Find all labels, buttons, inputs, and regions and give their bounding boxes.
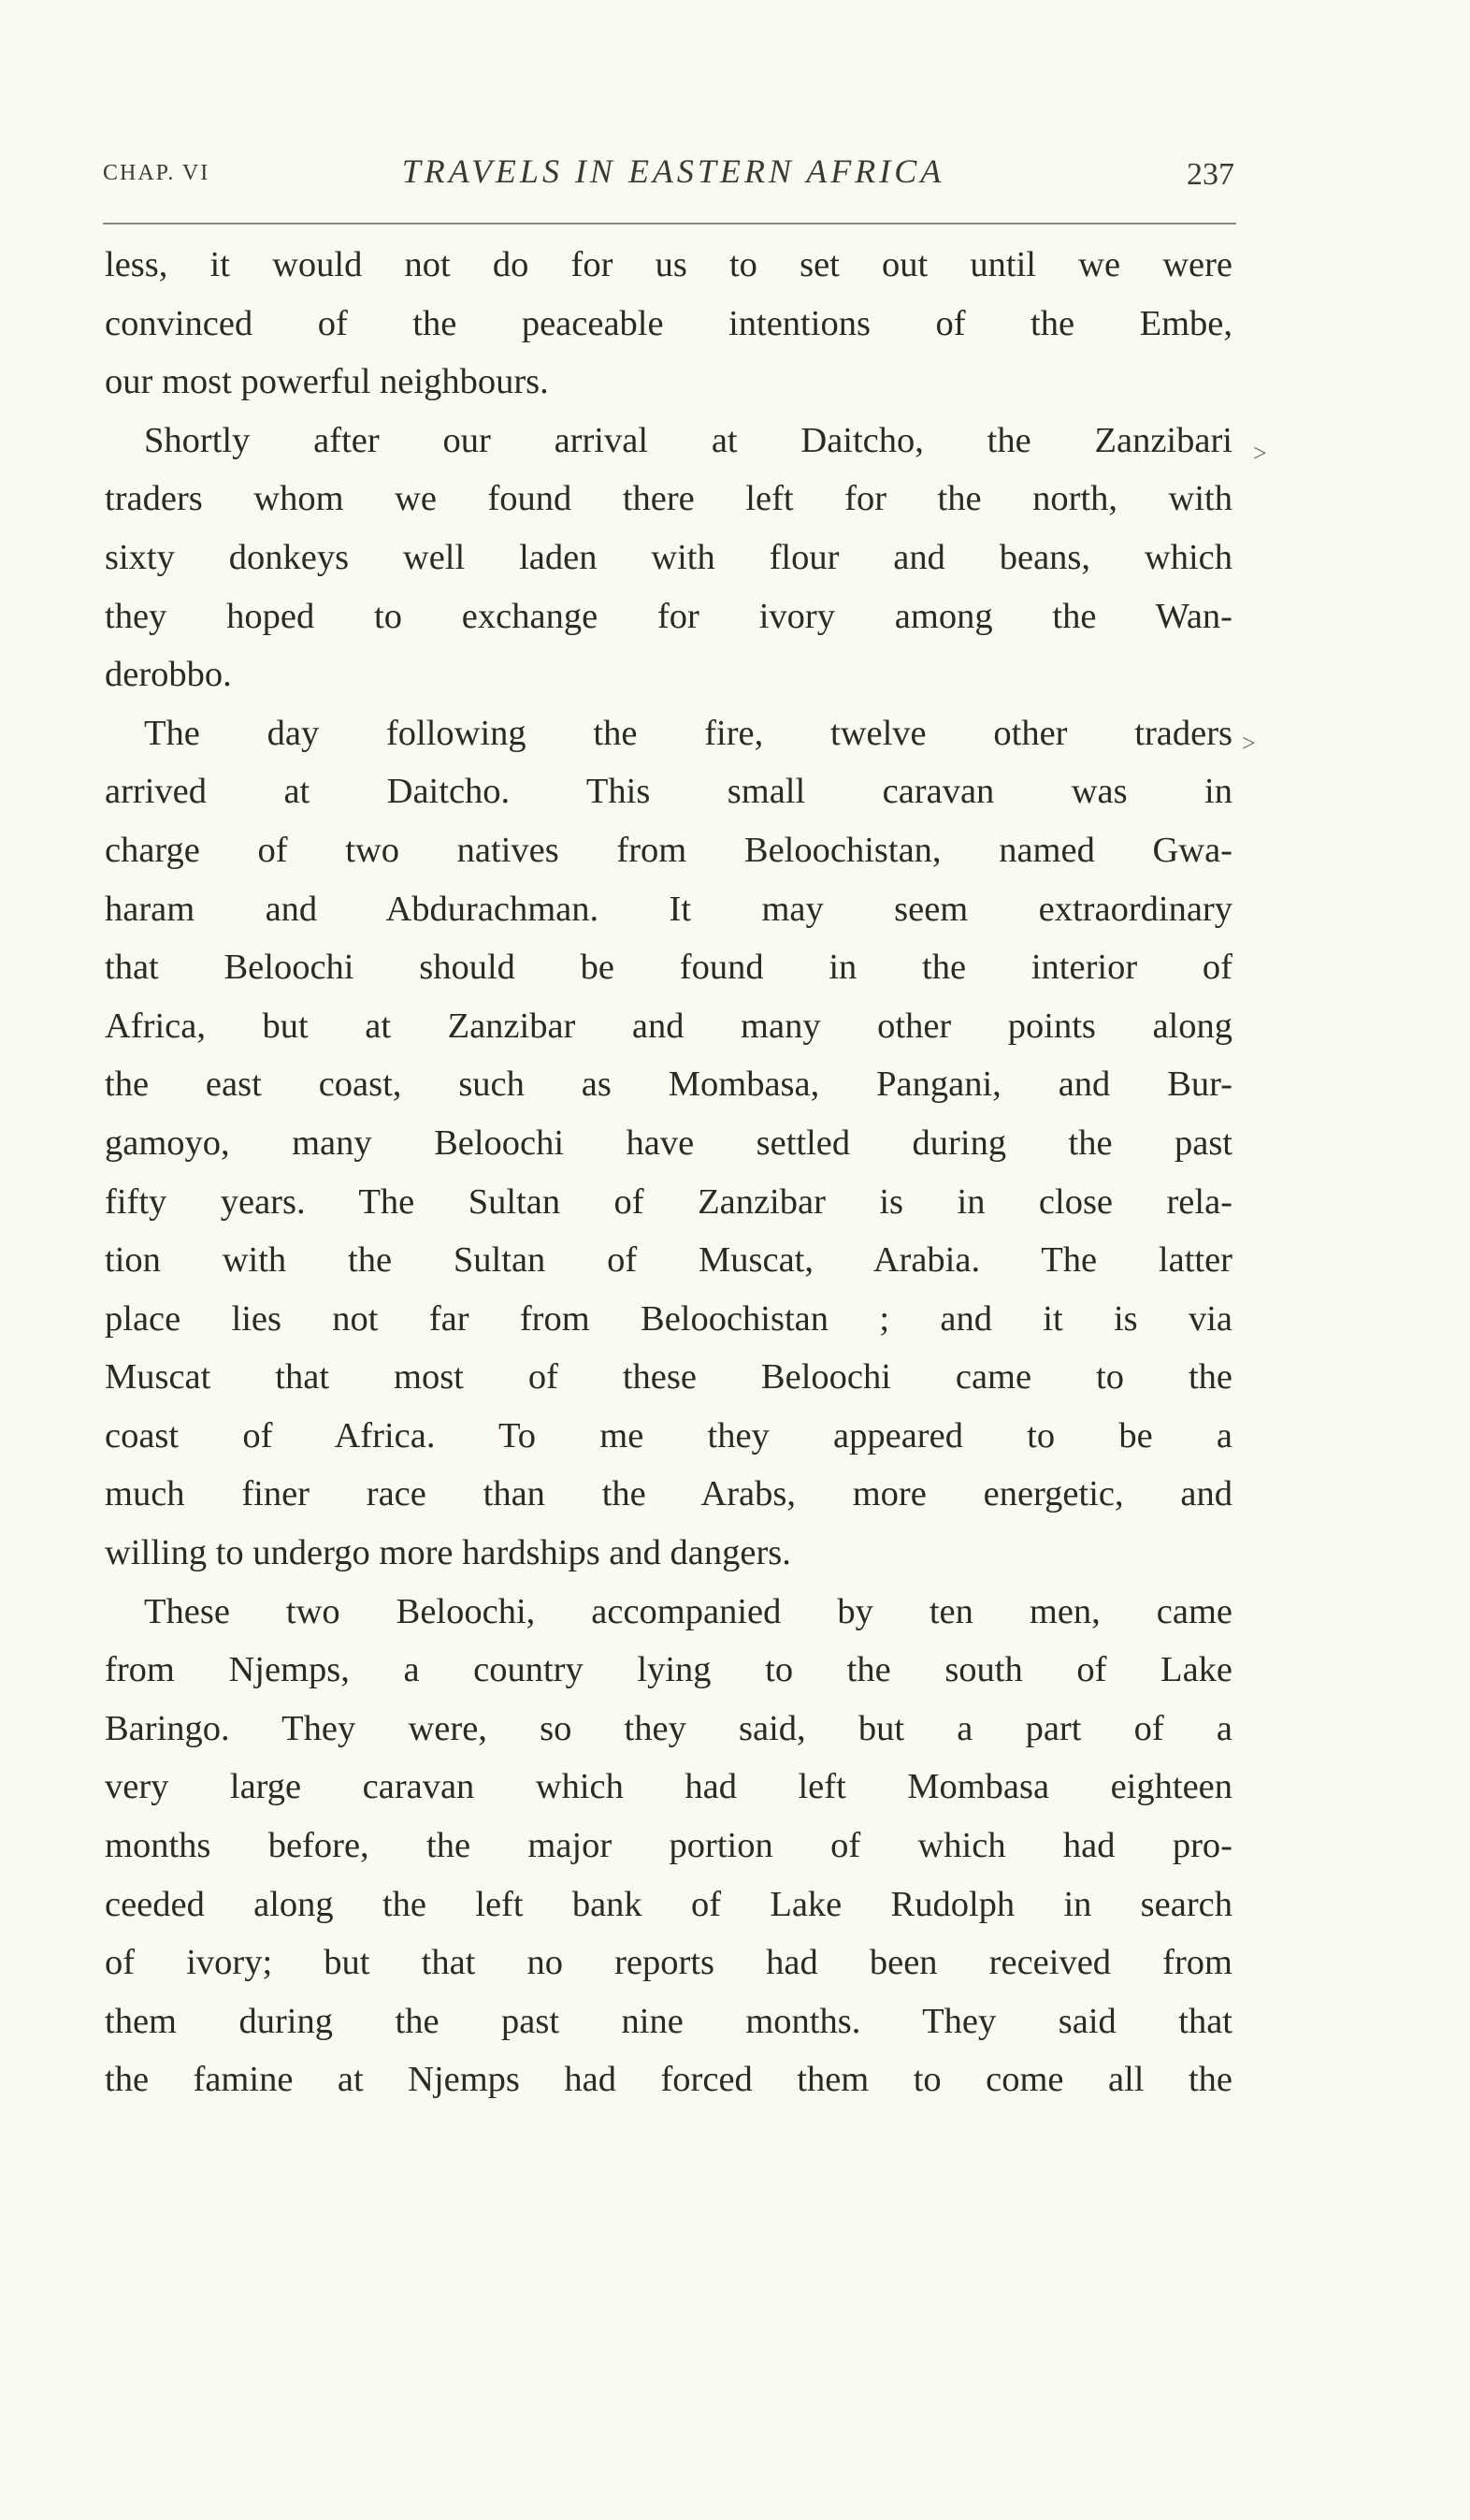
text-line: very large caravan which had left Mombasa eighteen [105, 1767, 1232, 1807]
text-line: Africa, but at Zanzibar and many other points along [105, 1006, 1232, 1046]
text-line: place lies not far from Beloochistan ; and it is via [105, 1298, 1232, 1339]
text-line: The day following the fire, twelve other traders [144, 713, 1232, 753]
text-line: Shortly after our arrival at Daitcho, the Zanzibari [144, 420, 1232, 460]
text-line: These two Beloochi, accompanied by ten men, came [144, 1591, 1232, 1631]
text-line: much finer race than the Arabs, more energetic, and [105, 1474, 1232, 1514]
running-header [103, 140, 1234, 206]
text-line: Muscat that most of these Beloochi came to the [105, 1357, 1232, 1398]
chapter-label: CHAP. VI [103, 161, 210, 185]
text-line: charge of two natives from Beloochistan, named Gwa- [105, 830, 1232, 870]
text-line: that Beloochi should be found in the interior of [105, 948, 1232, 988]
text-line: Baringo. They were, so they said, but a part of a [105, 1708, 1232, 1748]
text-line: the east coast, such as Mombasa, Pangani, and Bur- [105, 1064, 1232, 1105]
text-line: of ivory; but that no reports had been received from [105, 1943, 1232, 1983]
header-rule [103, 223, 1236, 224]
text-line: traders whom we found there left for the north, with [105, 479, 1232, 519]
text-line: less, it would not do for us to set out until we were [105, 245, 1232, 284]
text-line: coast of Africa. To me they appeared to be a [105, 1415, 1232, 1456]
paragraph [105, 412, 1232, 704]
text-line: fifty years. The Sultan of Zanzibar is in close rela- [105, 1181, 1232, 1222]
margin-mark: > [1253, 440, 1267, 467]
text-line: from Njemps, a country lying to the south of Lake [105, 1650, 1232, 1690]
text-line: they hoped to exchange for ivory among the Wan- [105, 596, 1232, 636]
text-line: convinced of the peaceable intentions of the Embe, [105, 303, 1232, 343]
text-line: willing to undergo more hardships and dangers. [105, 1533, 791, 1573]
text-line: months before, the major portion of which had pro- [105, 1826, 1232, 1866]
text-line: them during the past nine months. They said that [105, 2001, 1232, 2041]
text-line: tion with the Sultan of Muscat, Arabia. The latter [105, 1240, 1232, 1281]
text-line: the famine at Njemps had forced them to come all the [105, 2060, 1232, 2100]
body-text [105, 236, 1232, 2109]
text-line: ceeded along the left bank of Lake Rudolph in search [105, 1884, 1232, 1924]
margin-mark: > [1242, 730, 1256, 757]
text-line: haram and Abdurachman. It may seem extraordinary [105, 889, 1232, 929]
paragraph [105, 1583, 1232, 2109]
paragraph [105, 704, 1232, 1583]
text-line: gamoyo, many Beloochi have settled during the past [105, 1122, 1232, 1163]
paragraph [105, 236, 1232, 412]
text-line: arrived at Daitcho. This small caravan was in [105, 772, 1232, 812]
running-title: TRAVELS IN EASTERN AFRICA [401, 152, 945, 190]
text-line: sixty donkeys well laden with flour and beans, which [105, 537, 1232, 577]
text-line: our most powerful neighbours. [105, 362, 549, 402]
text-line: derobbo. [105, 655, 232, 695]
page-number: 237 [1187, 157, 1234, 192]
